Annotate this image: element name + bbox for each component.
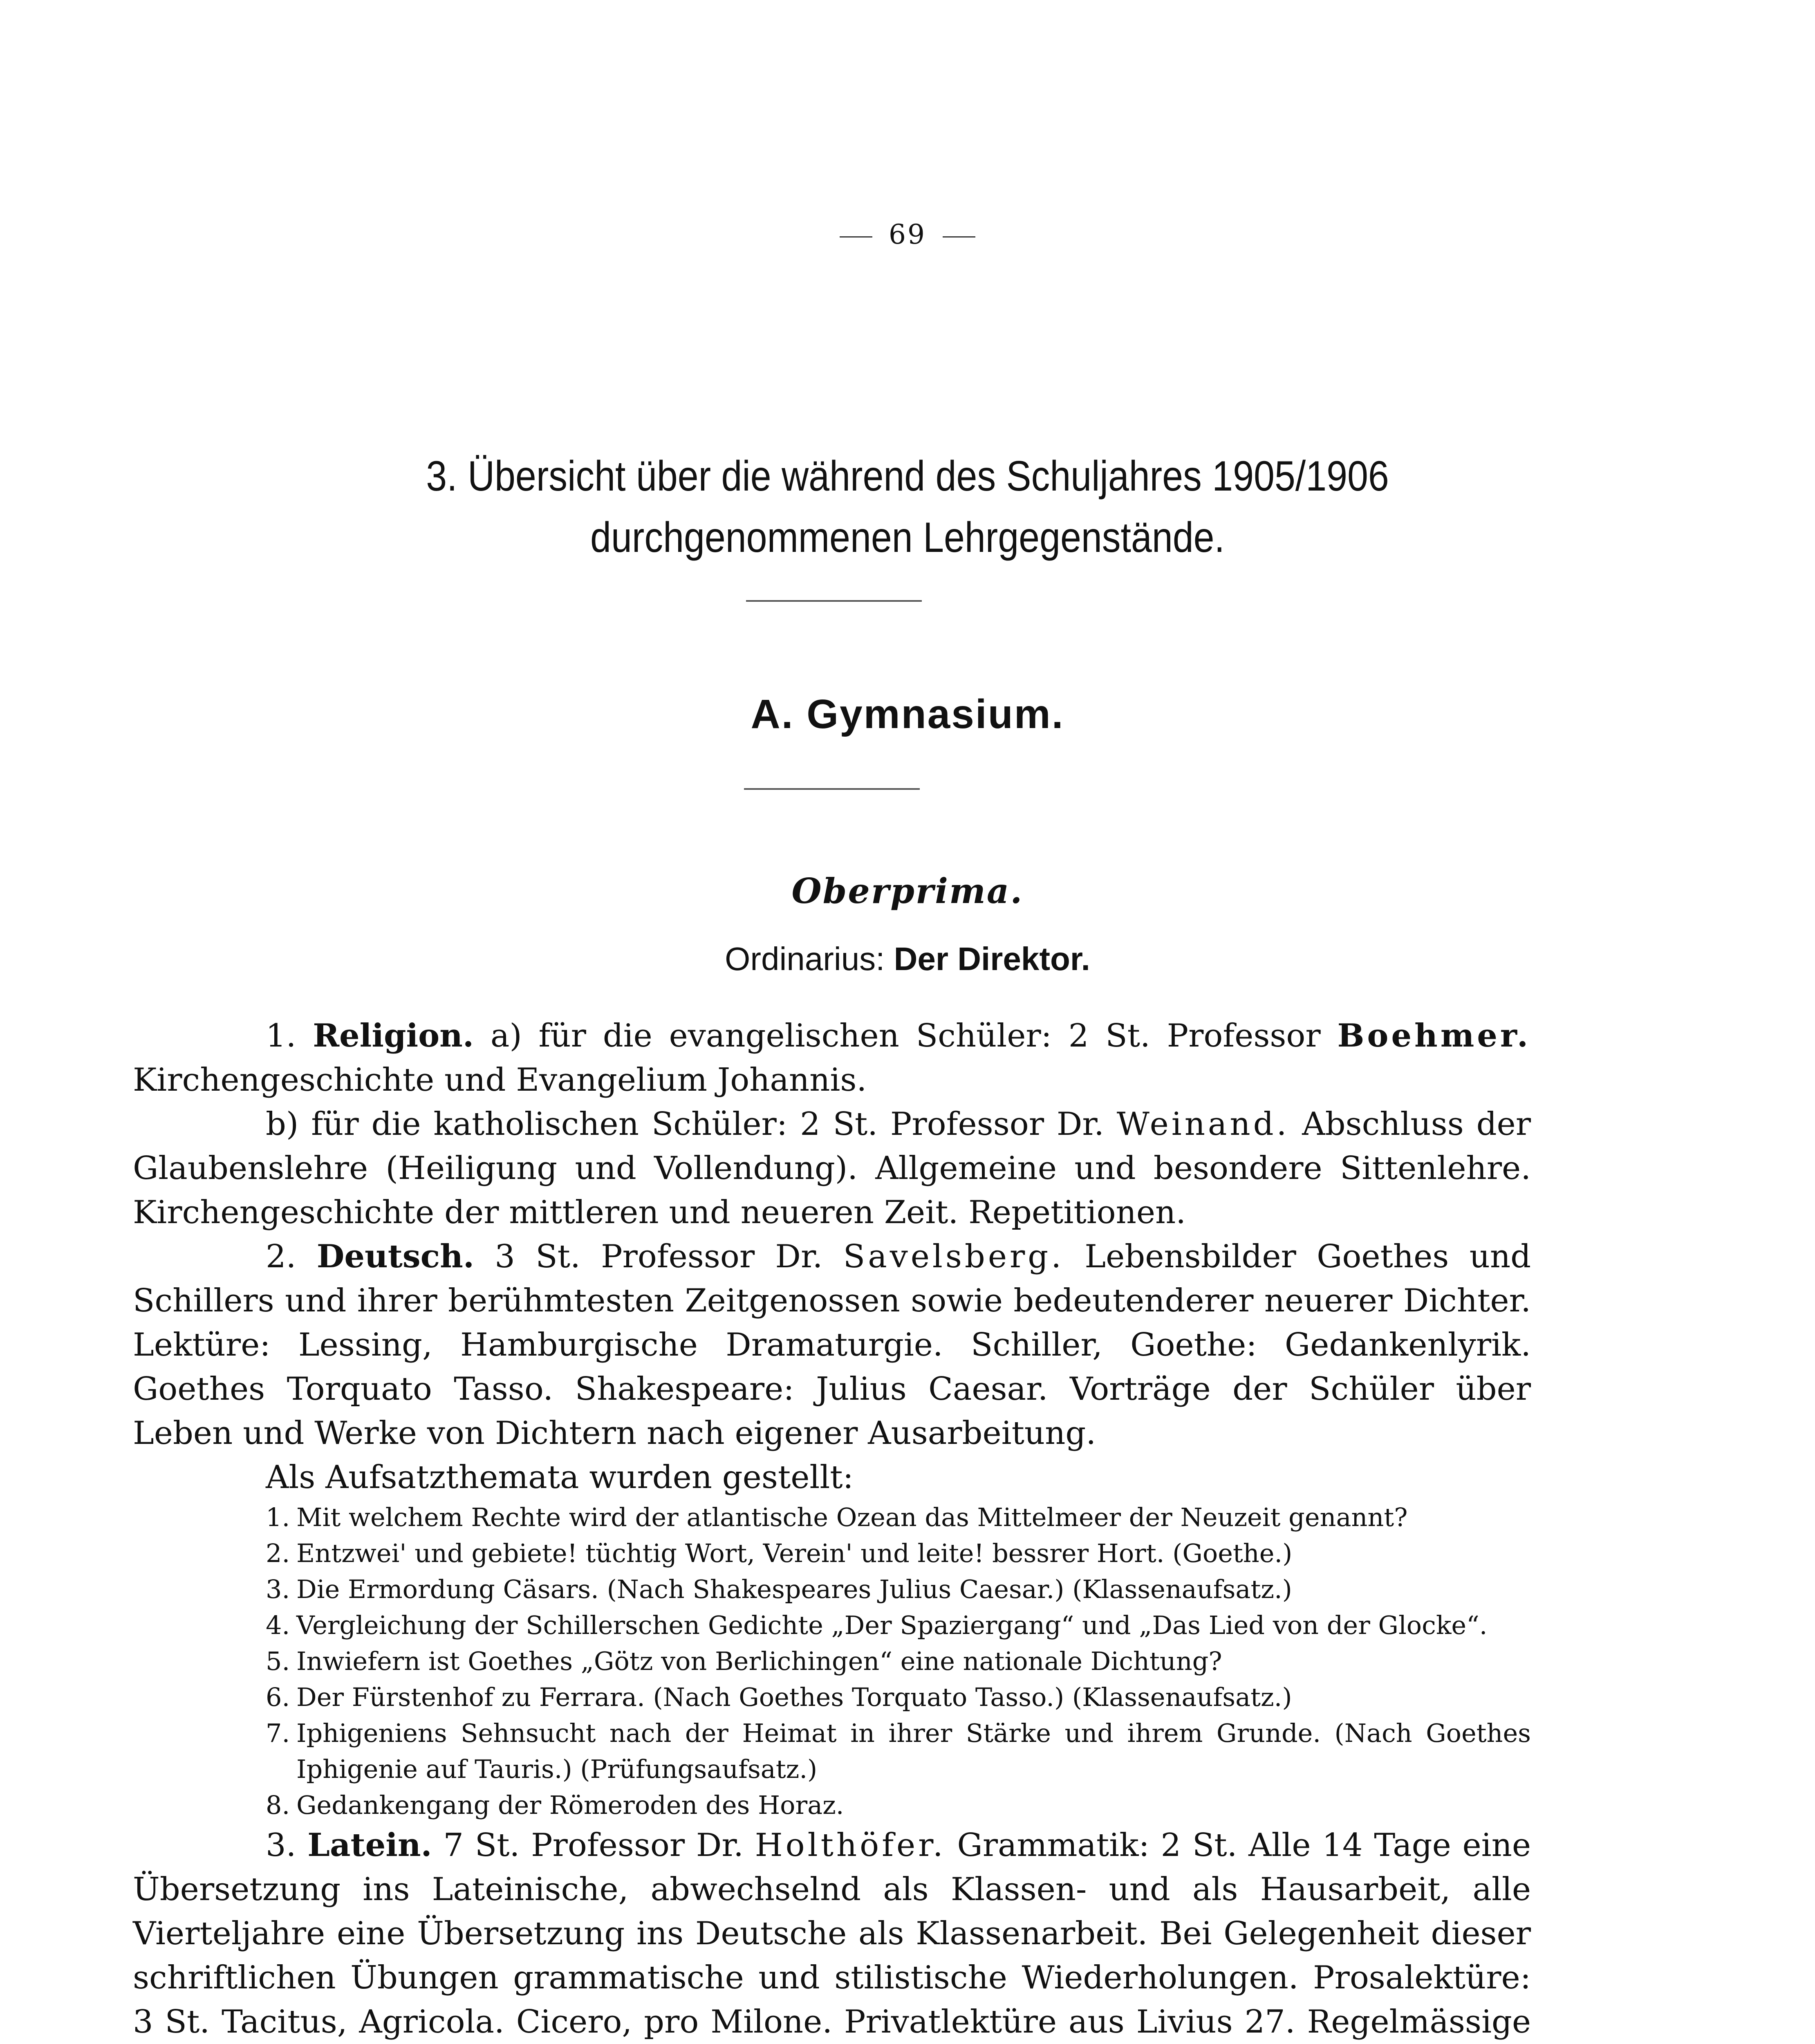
ordinarius-line (0, 940, 1815, 978)
section-heading: A. Gymnasium. (751, 691, 1064, 737)
deutsch-rest: Lebensbilder Goethes und Schillers und ihrer berühmtesten Zeitgenossen sowie bedeutenderer neuerer Dichter. Lektüre: Lessing, Hamburgische Dramaturgie. Schiller, Goethe: Gedankenlyrik. Goethes Torquato Tasso. Shakespeare: Julius Caesar. Vorträge der Schüler über Leben und Werke von Dichtern nach eigener Ausarbeitung. (133, 1238, 1531, 1452)
theme-text: Gedankengang der Römeroden des Horaz. (296, 1790, 844, 1820)
list-item (133, 1679, 1531, 1715)
theme-number: 7. (266, 1718, 290, 1748)
religion-a-rest: Kirchengeschichte und Evangelium Johannis. (133, 1062, 867, 1098)
latein-paragraph (133, 1823, 1531, 2044)
theme-number: 3. (266, 1574, 290, 1604)
latein-rest: Grammatik: 2 St. Alle 14 Tage eine Übersetzung ins Lateinische, abwechselnd als Klassen- und als Hausarbeit, alle Vierteljahre eine Übersetzung ins Deutsche als Klassenarbeit. Bei Gelegenheit dieser schriftlichen Übungen grammatische und stilistische Wiederholungen. Prosalektüre: 3 St. Tacitus, Agricola. Cicero, pro Milone. Privatlektüre aus Livius 27. Regelmässige (133, 1827, 1531, 2040)
themes-label: Als Aufsatzthemata wurden gestellt: (266, 1459, 854, 1496)
title-divider (746, 600, 922, 602)
theme-number: 2. (266, 1538, 290, 1568)
deutsch-teacher: Savelsberg. (843, 1238, 1064, 1275)
religion-b-rest: Abschluss der Glaubenslehre (Heiligung und Vollendung). Allgemeine und besondere Sittenlehre. Kirchengeschichte der mittleren und neueren Zeit. Repetitionen. (133, 1106, 1531, 1231)
theme-text: Inwiefern ist Goethes „Götz von Berlichingen“ eine nationale Dichtung? (296, 1646, 1222, 1676)
page-number-dash-right (943, 236, 975, 238)
deutsch-pre: 3 St. Professor Dr. (474, 1238, 843, 1275)
theme-text: Der Fürstenhof zu Ferrara. (Nach Goethes Torquato Tasso.) (Klassenaufsatz.) (296, 1682, 1292, 1712)
title-line-2: durchgenommenen Lehrgegenstände. (590, 514, 1225, 561)
themes-list (133, 1499, 1531, 1823)
list-item (133, 1715, 1531, 1787)
religion-num: 1. (266, 1018, 296, 1054)
theme-text: Vergleichung der Schillerschen Gedichte „Der Spaziergang“ und „Das Lied von der Glocke“. (296, 1610, 1488, 1640)
deutsch-subject: Deutsch. (316, 1238, 474, 1275)
list-item (133, 1643, 1531, 1679)
latein-num: 3. (266, 1827, 296, 1864)
section-divider (744, 788, 920, 790)
latein-subject: Latein. (307, 1827, 432, 1864)
page-number-text: 69 (889, 219, 926, 250)
list-item (133, 1787, 1531, 1823)
theme-number: 1. (266, 1502, 290, 1532)
theme-number: 6. (266, 1682, 290, 1712)
religion-a-text: a) für die evangelischen Schüler: 2 St. Professor (474, 1018, 1338, 1054)
theme-number: 5. (266, 1646, 290, 1676)
document-body (133, 1014, 1531, 2044)
theme-number: 8. (266, 1790, 290, 1820)
page-number-dash-left (840, 236, 872, 238)
ordinarius-name: Der Direktor. (894, 941, 1090, 977)
religion-a-teacher: Boehmer. (1337, 1017, 1531, 1054)
list-item (133, 1571, 1531, 1607)
religion-paragraph-b (133, 1102, 1531, 1235)
latein-teacher: Holthöfer. (755, 1827, 946, 1864)
class-heading: Oberprima. (791, 871, 1024, 911)
theme-number: 4. (266, 1610, 290, 1640)
list-item (133, 1607, 1531, 1643)
list-item (133, 1499, 1531, 1535)
theme-text: Iphigeniens Sehnsucht nach der Heimat in ihrer Stärke und ihrem Grunde. (Nach Goethes Iphigenie auf Tauris.) (Prüfungsaufsatz.) (296, 1718, 1531, 1784)
theme-text: Entzwei' und gebiete! tüchtig Wort, Verein' und leite! bessrer Hort. (Goethe.) (296, 1538, 1293, 1568)
document-title (246, 446, 1569, 568)
latein-pre: 7 St. Professor Dr. (432, 1827, 755, 1864)
deutsch-paragraph (133, 1235, 1531, 1455)
list-item (133, 1535, 1531, 1571)
theme-text: Mit welchem Rechte wird der atlantische Ozean das Mittelmeer der Neuzeit genannt? (296, 1502, 1408, 1532)
page-number (0, 219, 1815, 250)
ordinarius-label: Ordinarius: (725, 941, 885, 977)
religion-paragraph-a (133, 1014, 1531, 1102)
religion-b-text: b) für die katholischen Schüler: 2 St. Professor Dr. (266, 1106, 1117, 1143)
deutsch-num: 2. (266, 1238, 296, 1275)
theme-text: Die Ermordung Cäsars. (Nach Shakespeares Julius Caesar.) (Klassenaufsatz.) (296, 1574, 1292, 1604)
title-line-1: 3. Übersicht über die während des Schuljahres 1905/1906 (426, 453, 1389, 500)
religion-b-teacher: Weinand. (1116, 1106, 1290, 1143)
religion-subject: Religion. (313, 1017, 474, 1054)
